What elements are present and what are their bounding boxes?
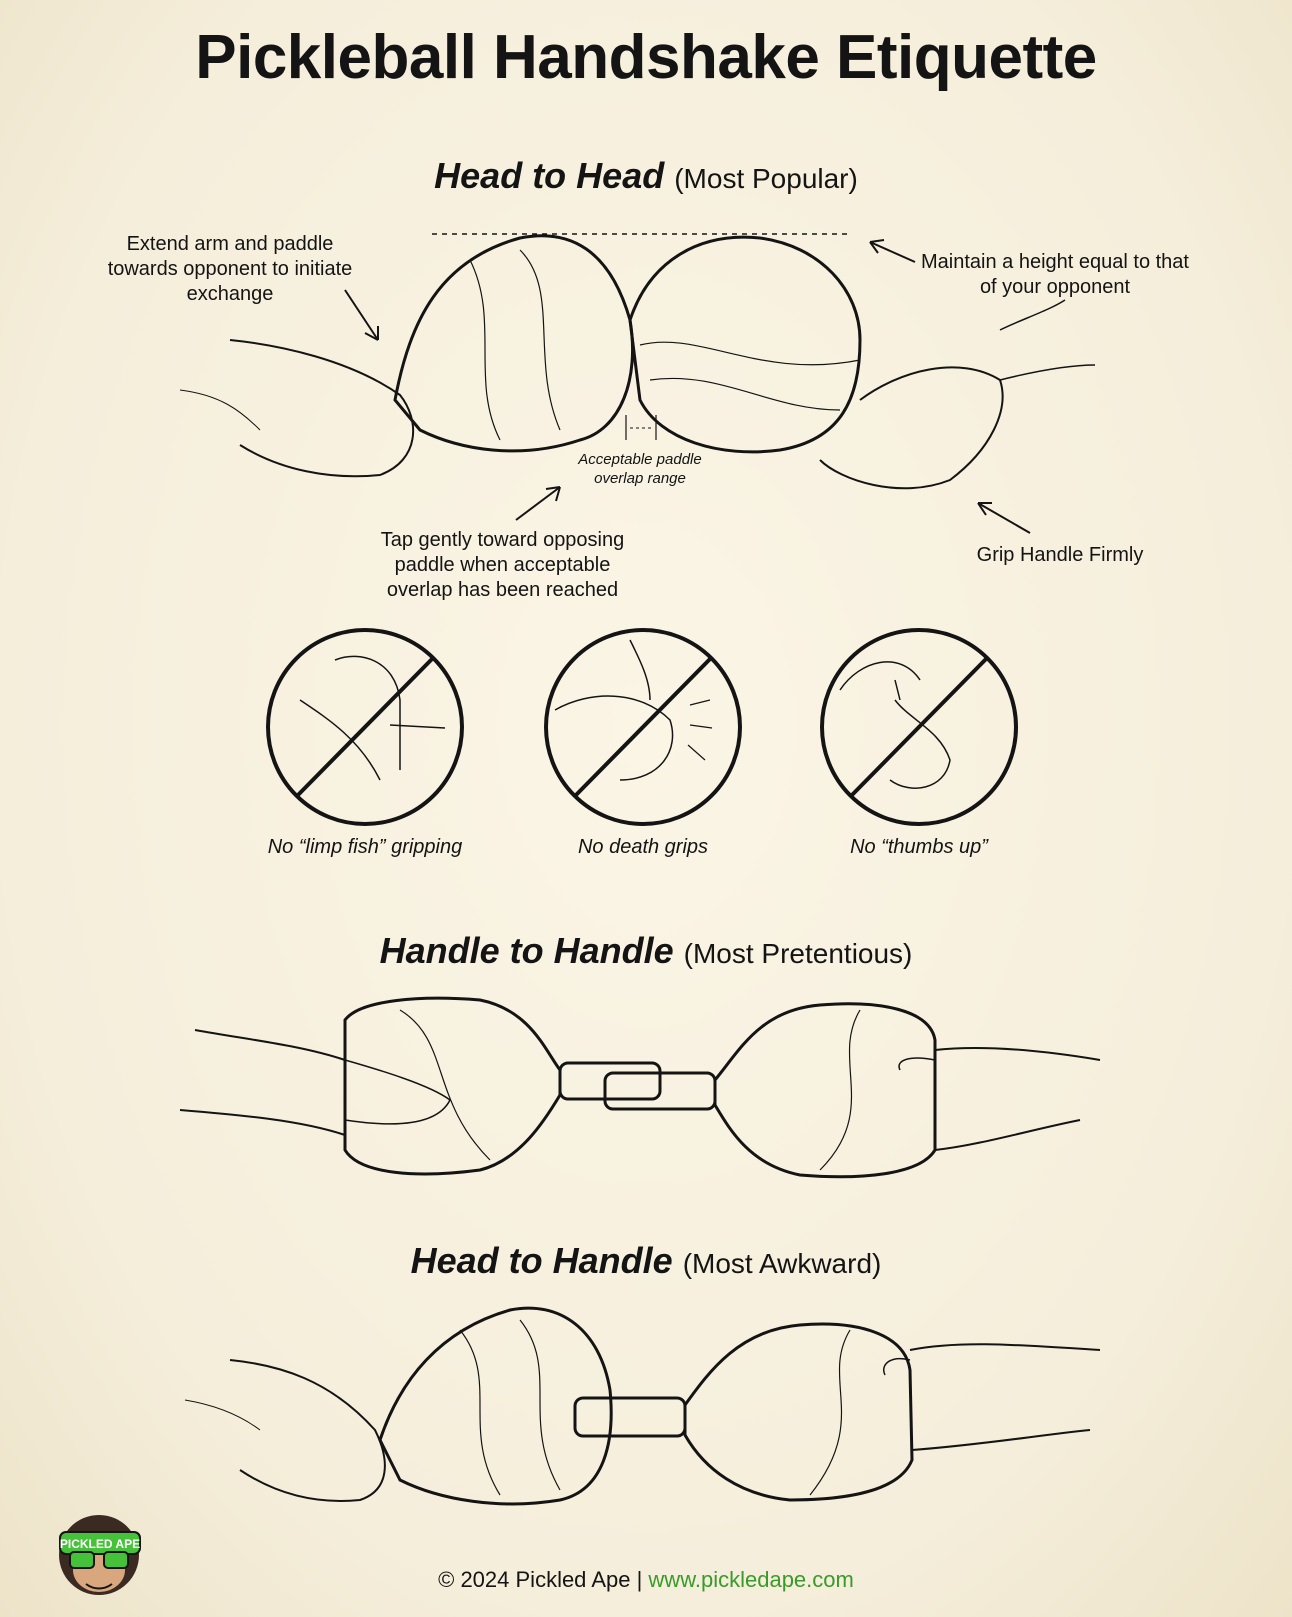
footer-url-link[interactable]: www.pickledape.com <box>648 1567 854 1592</box>
section-handle-to-handle-subtitle: (Most Pretentious) <box>683 938 913 969</box>
note-overlap-range: Acceptable paddle overlap range <box>578 451 702 487</box>
section-handle-to-handle-title: Handle to Handle <box>379 930 674 971</box>
section-head-to-head-title: Head to Head <box>434 155 665 196</box>
page-title: Pickleball Handshake Etiquette <box>195 23 1097 92</box>
footer-copyright: © 2024 Pickled Ape | <box>438 1567 643 1592</box>
note-extend-arm: Extend arm and paddle towards opponent to initiate exchange <box>107 233 353 305</box>
caption-death-grips: No death grips <box>577 836 709 858</box>
note-tap-gently: Tap gently toward opposing paddle when acceptable overlap has been reached <box>380 529 625 601</box>
caption-thumbs-up: No “thumbs up” <box>850 836 988 858</box>
note-grip-firmly: Grip Handle Firmly <box>976 544 1144 566</box>
section-head-to-handle-title: Head to Handle <box>410 1240 673 1281</box>
section-head-to-handle-subtitle: (Most Awkward) <box>682 1248 882 1279</box>
caption-limp-fish: No “limp fish” gripping <box>267 836 463 858</box>
note-maintain-height: Maintain a height equal to that of your opponent <box>921 251 1189 298</box>
section-head-to-head-subtitle: (Most Popular) <box>674 163 858 194</box>
footer <box>0 1567 1292 1593</box>
logo-text: PICKLED APE <box>59 1537 141 1551</box>
